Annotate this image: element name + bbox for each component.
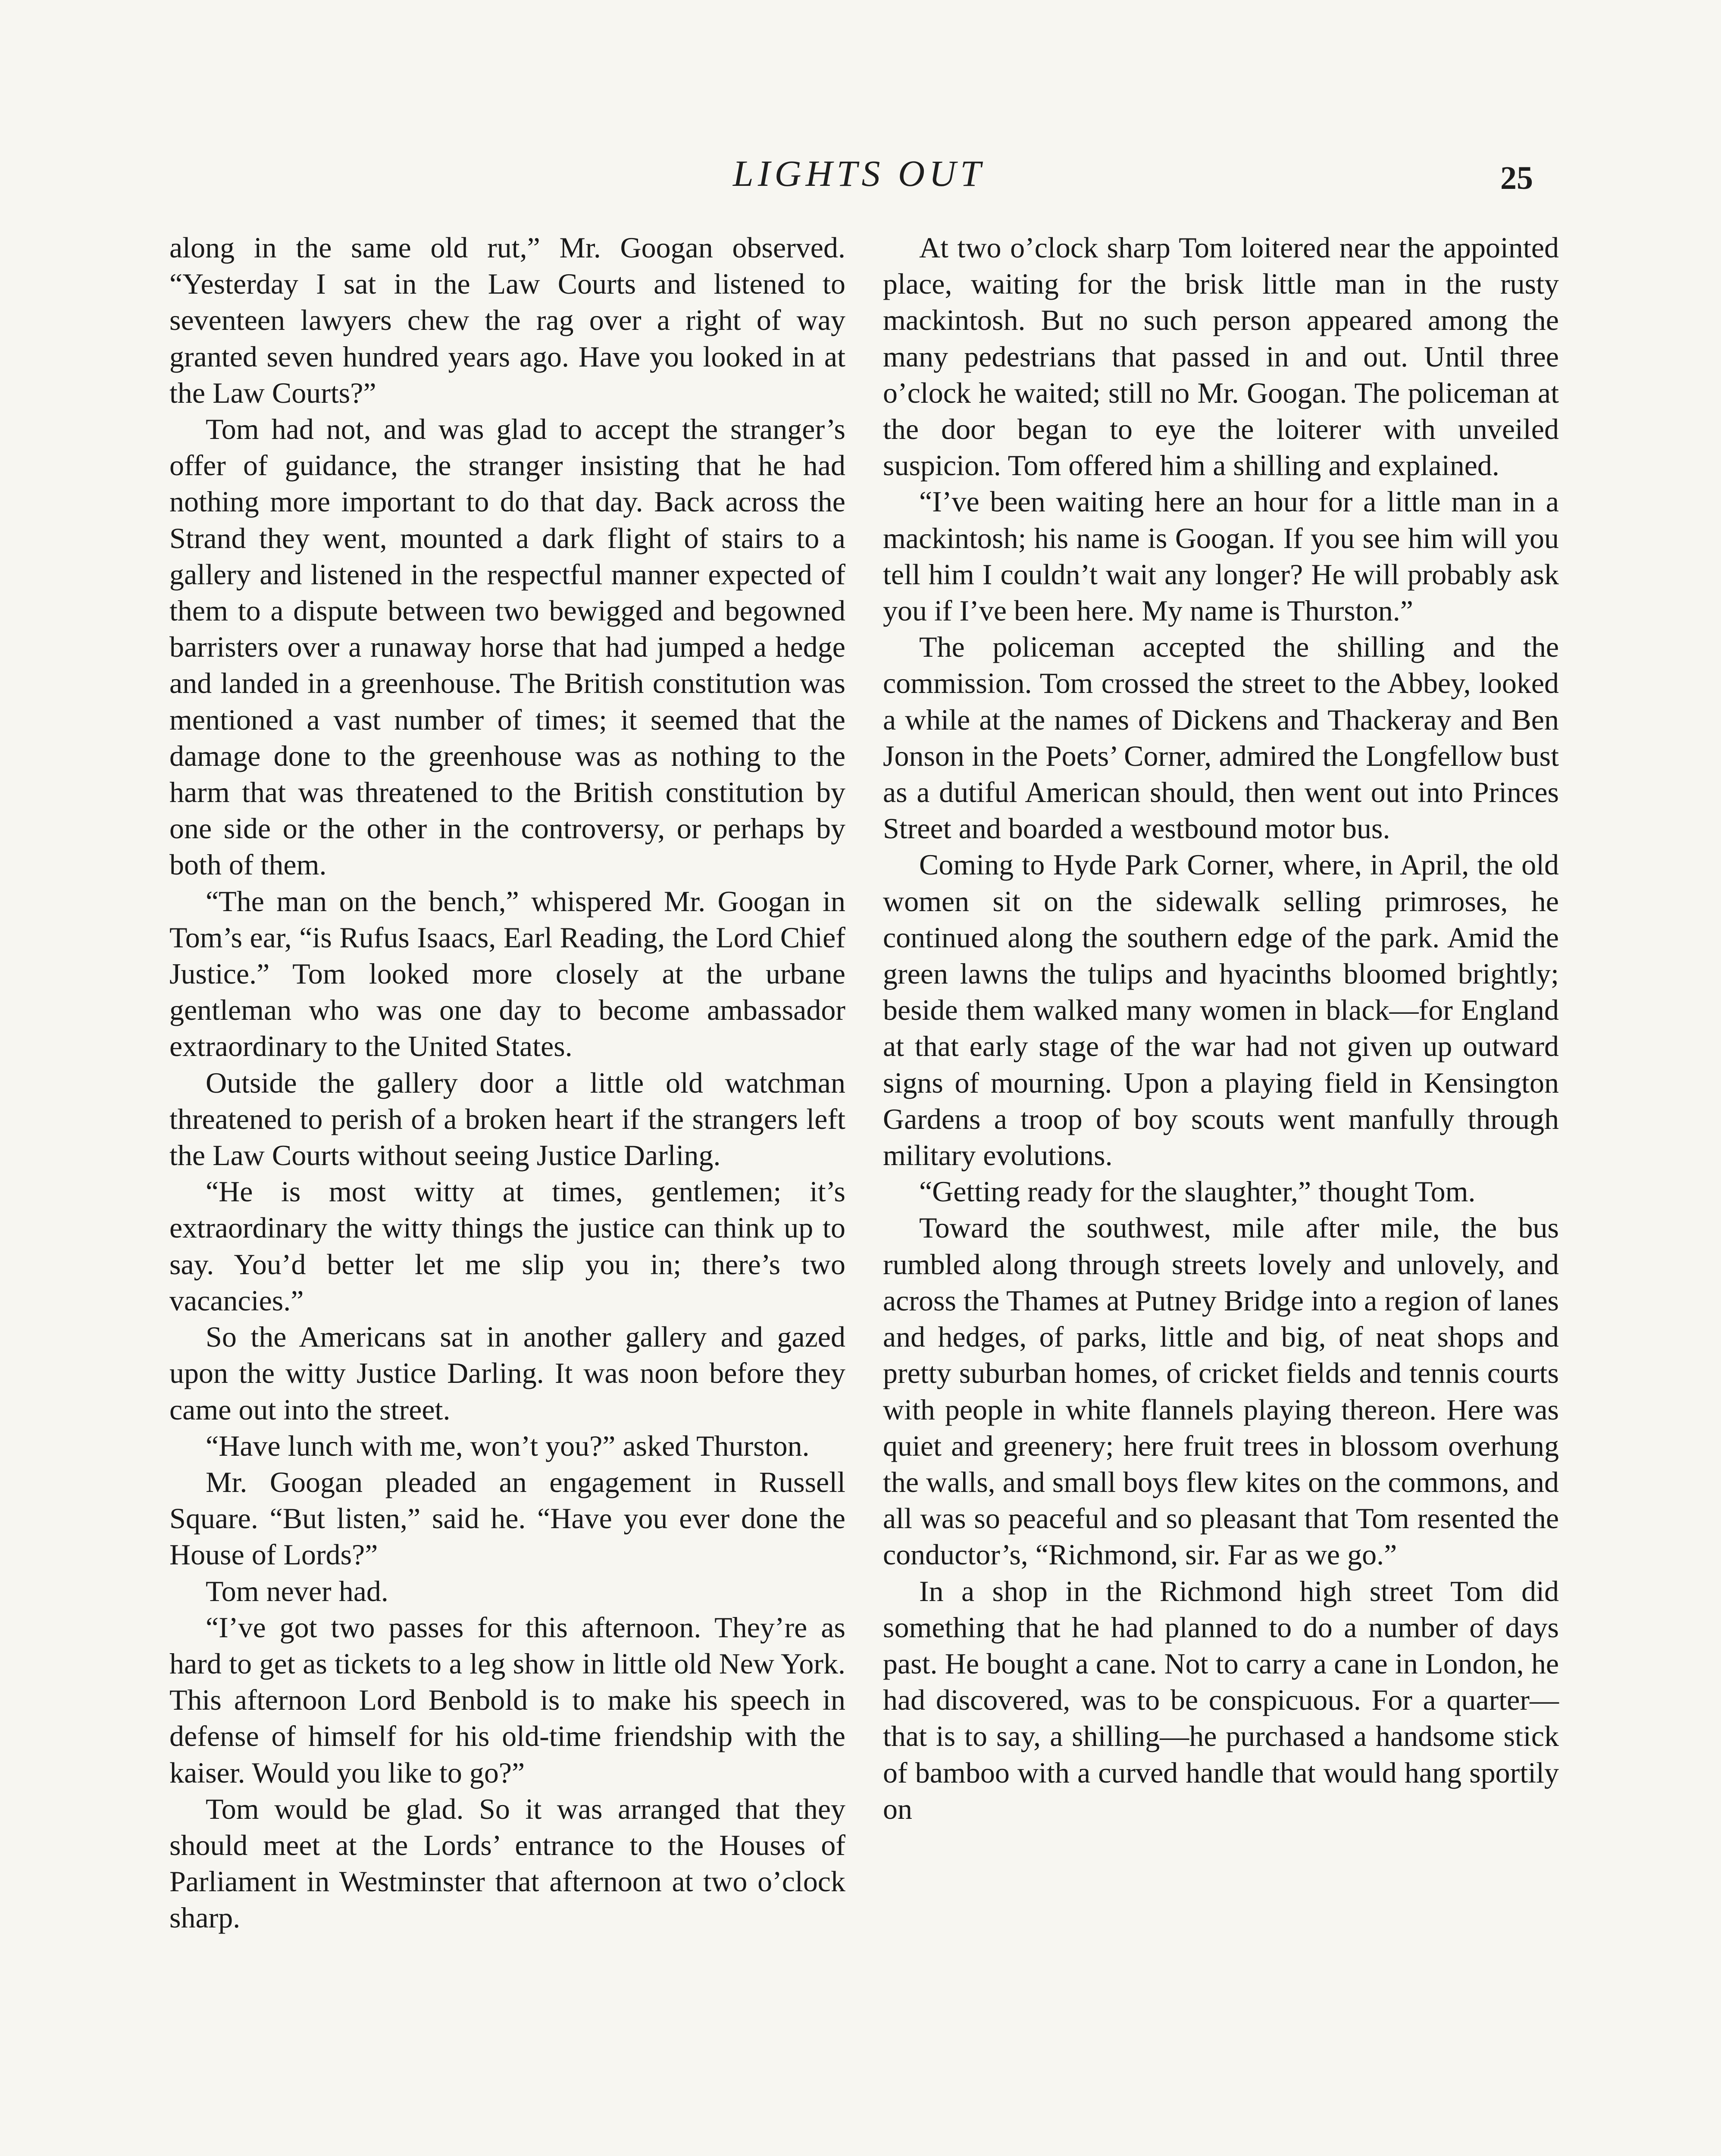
paragraph: “The man on the bench,” whispered Mr. Googan in Tom’s ear, “is Rufus Isaacs, Earl Reading, the Lord Chief Justice.” Tom looked more closely at the urbane gentleman who was one day to become ambassador extraordinary to the United States. <box>169 884 845 1063</box>
paragraph: The policeman accepted the shilling and the commission. Tom crossed the street to the Abbey, looked a while at the names of Dickens and Thackeray and Ben Jonson in the Poets’ Corner, admired the Longfellow bust as a dutiful American should, then went out into Princes Street and boarded a westbound motor bus. <box>883 630 1559 845</box>
paragraph: In a shop in the Richmond high street Tom did something that he had planned to do a number of days past. He bought a cane. Not to carry a cane in London, he had discovered, was to be conspicuous. For a quarter—that is to say, a shilling—he purchased a handsome stick of bamboo with a curved handle that would hang sportily on <box>883 1574 1559 1825</box>
running-title: LIGHTS OUT <box>733 153 986 194</box>
paragraph: “He is most witty at times, gentlemen; it’s extraordinary the witty things the justice can think up to say. You’d better let me slip you in; there’s two vacancies.” <box>169 1175 845 1317</box>
paragraph: Outside the gallery door a little old watchman threatened to perish of a broken heart if the strangers left the Law Courts without seeing Justice Darling. <box>169 1066 845 1172</box>
paragraph: Tom never had. <box>206 1574 388 1608</box>
paragraph: “I’ve got two passes for this afternoon. They’re as hard to get as tickets to a leg show in little old New York. This afternoon Lord Benbold is to make his speech in defense of himself for his old-time friendship with the kaiser. Would you like to go?” <box>169 1611 845 1789</box>
paragraph: Tom would be glad. So it was arranged that they should meet at the Lords’ entrance to the Houses of Parliament in Westminster that afternoon at two o’clock sharp. <box>169 1792 845 1934</box>
paragraph: “I’ve been waiting here an hour for a little man in a mackintosh; his name is Googan. If you see him will you tell him I couldn’t wait any longer? He will probably ask you if I’ve been here. My name is Thurston.” <box>883 485 1559 627</box>
paragraph: Mr. Googan pleaded an engagement in Russell Square. “But listen,” said he. “Have you ever done the House of Lords?” <box>169 1465 845 1571</box>
paragraph: Coming to Hyde Park Corner, where, in April, the old women sit on the sidewalk selling primroses, he continued along the southern edge of the park. Amid the green lawns the tulips and hyacinths bloomed brightly; beside them walked many women in black—for England at that early stage of the war had not given up outward signs of mourning. Upon a playing field in Kensington Gardens a troop of boy scouts went manfully through military evolutions. <box>883 848 1559 1172</box>
right-column <box>883 229 1559 1827</box>
paragraph: So the Americans sat in another gallery and gazed upon the witty Justice Darling. It was noon before they came out into the street. <box>169 1320 845 1426</box>
left-column <box>169 229 845 1936</box>
page-number: 25 <box>1500 160 1533 196</box>
paragraph: along in the same old rut,” Mr. Googan observed. “Yesterday I sat in the Law Courts and listened to seventeen lawyers chew the rag over a right of way granted seven hundred years ago. Have you looked in at the Law Courts?” <box>169 231 845 409</box>
paragraph: At two o’clock sharp Tom loitered near the appointed place, waiting for the brisk little man in the rusty mackintosh. But no such person appeared among the many pedestrians that passed in and out. Until three o’clock he waited; still no Mr. Googan. The policeman at the door began to eye the loiterer with unveiled suspicion. Tom offered him a shilling and explained. <box>883 231 1559 482</box>
paragraph: “Have lunch with me, won’t you?” asked Thurston. <box>206 1429 810 1462</box>
paragraph: Tom had not, and was glad to accept the stranger’s offer of guidance, the stranger insisting that he had nothing more important to do that day. Back across the Strand they went, mounted a dark flight of stairs to a gallery and listened in the respectful manner expected of them to a dispute between two bewigged and begowned barristers over a runaway horse that had jumped a hedge and landed in a greenhouse. The British constitution was mentioned a vast number of times; it seemed that the damage done to the greenhouse was as nothing to the harm that was threatened to the British constitution by one side or the other in the controversy, or perhaps by both of them. <box>169 413 845 881</box>
paragraph: “Getting ready for the slaughter,” thought Tom. <box>919 1175 1476 1208</box>
paragraph: Toward the southwest, mile after mile, the bus rumbled along through streets lovely and unlovely, and across the Thames at Putney Bridge into a region of lanes and hedges, of parks, little and big, of neat shops and pretty suburban homes, of cricket fields and tennis courts with people in white flannels playing thereon. Here was quiet and greenery; here fruit trees in blossom overhung the walls, and small boys flew kites on the commons, and all was so peaceful and so pleasant that Tom resented the conductor’s, “Richmond, sir. Far as we go.” <box>883 1211 1559 1571</box>
